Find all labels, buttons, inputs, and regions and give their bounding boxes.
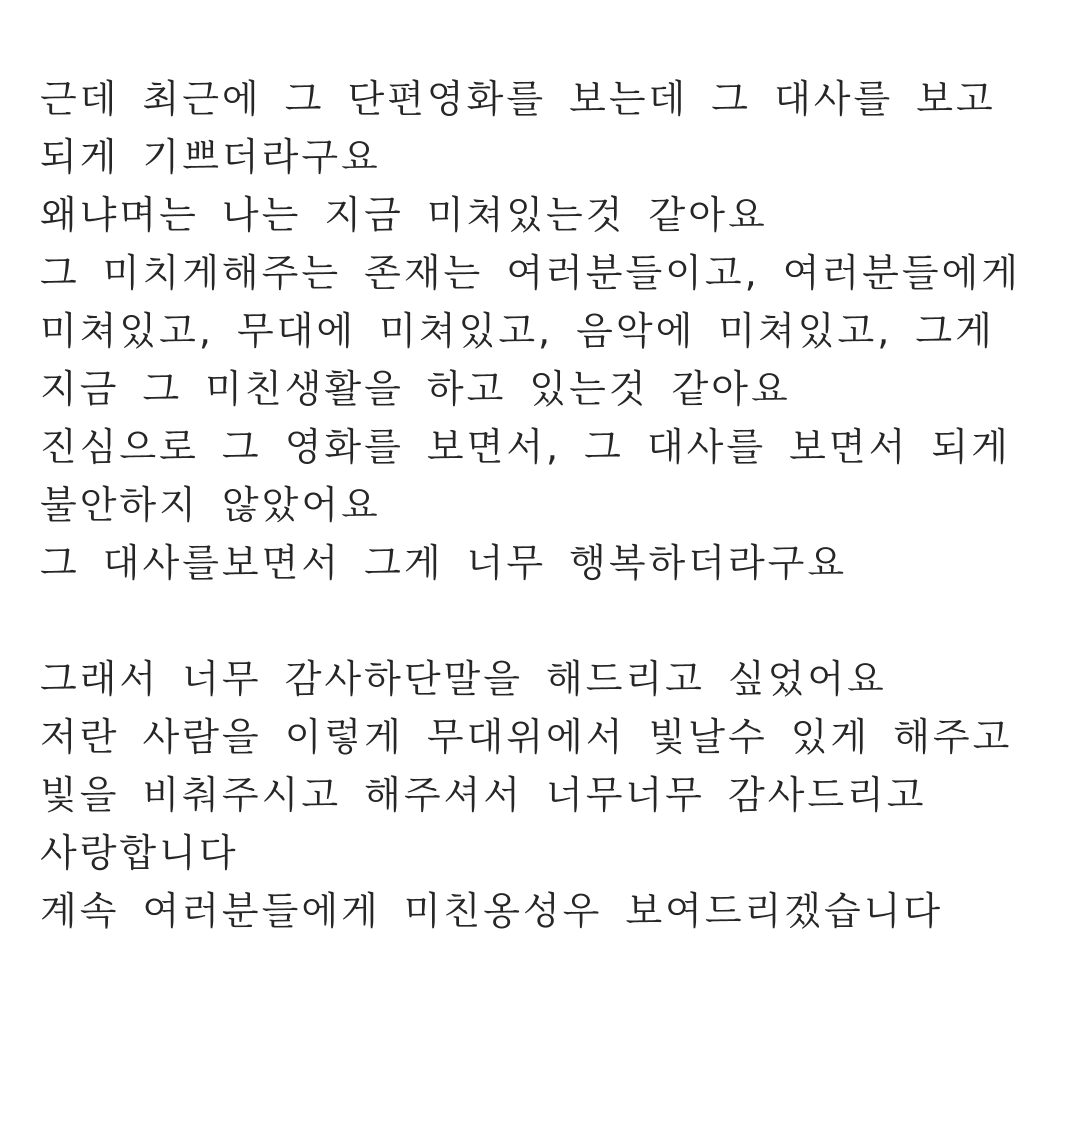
note-line: 그 미치게해주는 존재는 여러분들이고, 여러분들에게 [40,251,1021,295]
note-line: 지금 그 미친생활을 하고 있는것 같아요 [40,367,791,411]
note-line: 그 대사를보면서 그게 너무 행복하더라구요 [40,541,848,585]
note-line: 미쳐있고, 무대에 미쳐있고, 음악에 미쳐있고, 그게 [40,309,995,353]
note-line: 사랑합니다 [40,831,239,875]
note-line: 진심으로 그 영화를 보면서, 그 대사를 보면서 되게 [40,425,1011,469]
note-line: 저란 사람을 이렇게 무대위에서 빛날수 있게 해주고 [40,715,1013,759]
note-line: 왜냐며는 나는 지금 미쳐있는것 같아요 [40,193,768,237]
note-line: 불안하지 않았어요 [40,483,381,527]
note-line: 빛을 비춰주시고 해주셔서 너무너무 감사드리고 [40,773,927,817]
handwritten-note [40,70,1050,940]
note-line: 계속 여러분들에게 미친옹성우 보여드리겠습니다 [40,889,944,933]
note-line: 근데 최근에 그 단편영화를 보는데 그 대사를 보고 [40,77,996,121]
note-line: 되게 기쁘더라구요 [40,135,381,179]
note-line: 그래서 너무 감사하단말을 해드리고 싶었어요 [40,657,887,701]
paragraph-gap [40,592,1050,650]
